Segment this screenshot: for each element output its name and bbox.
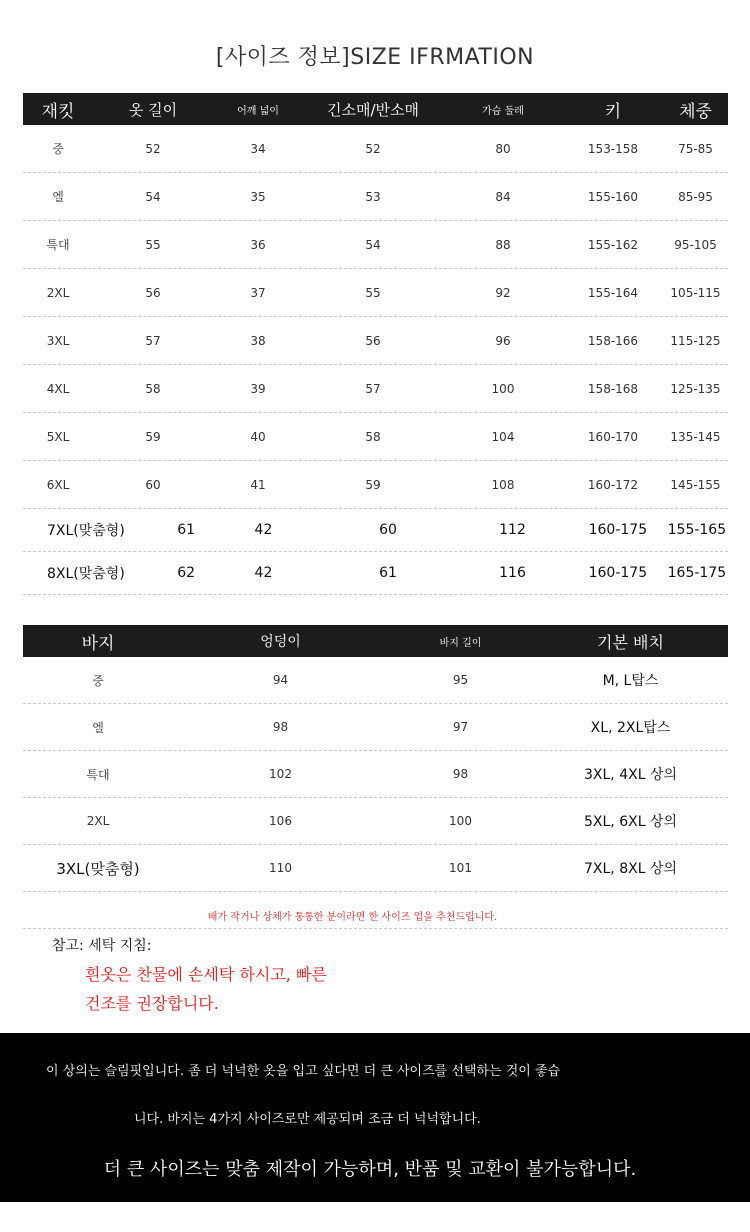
table-cell: 3XL [46,333,70,348]
table-cell: 3XL(맞춤형) [56,859,140,878]
divider [23,928,728,929]
header-length: 옷 길이 [128,100,178,119]
jacket-table-header [23,93,728,125]
table-cell: 4XL [46,381,70,396]
table-cell: 5XL, 6XL 상의 [584,814,677,830]
table-cell: 165-175 [667,565,727,581]
footer-line-2: 니다. 바지는 4가지 사이즈로만 제공되며 조금 더 넉넉합니다. [134,1112,481,1127]
jacket-table-body [23,125,728,595]
table-cell: 7XL, 8XL 상의 [584,861,677,877]
table-row [23,509,728,552]
table-cell: M, L탑스 [602,673,659,689]
table-cell: 57 [145,333,161,348]
header-basic-match: 기본 배치 [597,632,664,652]
table-cell: 55 [145,237,161,252]
header-sleeve: 긴소매/반소매 [327,100,419,119]
table-cell: 145-155 [670,477,721,492]
table-cell: 106 [269,814,292,828]
table-cell: 34 [250,141,266,156]
footer-line-1: 이 상의는 슬림핏입니다. 좀 더 넉넉한 옷을 입고 싶다면 더 큰 사이즈를 선택하는 것이 좋습 [46,1064,561,1079]
table-cell: 160-172 [587,477,639,492]
table-cell: 160-175 [588,565,648,581]
table-row [23,125,728,173]
table-row [23,221,728,269]
table-cell: 57 [365,381,381,396]
table-cell: 158-166 [587,333,639,348]
table-cell: 155-165 [667,522,727,538]
table-cell: 59 [365,477,381,492]
table-cell: 53 [365,189,381,204]
table-row [23,798,728,845]
table-cell: 52 [145,141,161,156]
table-row [23,317,728,365]
table-row [23,413,728,461]
table-cell: 58 [145,381,161,396]
table-cell: 2XL [86,814,110,828]
table-cell: 96 [495,333,511,348]
table-cell: 61 [379,565,397,581]
table-cell: 155-160 [587,189,639,204]
table-cell: 54 [365,237,381,252]
table-cell: 125-135 [670,381,721,396]
pants-size-table [23,625,728,892]
table-cell: 36 [250,237,266,252]
table-cell: 135-145 [670,429,721,444]
footer-notice [0,1033,750,1202]
table-cell: 55 [365,285,381,300]
table-cell: 56 [145,285,161,300]
header-pants: 바지 [81,633,115,654]
table-cell: 110 [269,861,292,875]
table-cell: 115-125 [670,333,721,348]
table-cell: 37 [250,285,266,300]
table-cell: 중 [52,142,64,156]
pants-table-header [23,625,728,657]
care-label: 참고: 세탁 지침: [52,938,152,954]
table-cell: 중 [92,673,104,688]
table-cell: 41 [250,477,266,492]
table-cell: 155-162 [587,237,639,252]
table-cell: 61 [177,522,196,538]
table-cell: 108 [491,477,515,492]
table-cell: 60 [145,477,161,492]
table-row [23,461,728,509]
table-row [23,269,728,317]
table-row [23,657,728,704]
table-cell: 56 [365,333,381,348]
table-cell: 2XL [46,285,70,300]
table-cell: 160-170 [587,429,639,444]
table-cell: 75-85 [678,141,713,156]
table-row [23,552,728,595]
table-cell: 특대 [86,767,110,782]
table-cell: 100 [491,381,515,396]
table-cell: 5XL [46,429,70,444]
table-cell: 60 [379,522,397,538]
table-cell: 엘 [92,720,104,735]
table-cell: 6XL [46,477,70,492]
table-cell: 102 [269,767,292,781]
care-line-1: 흰옷은 찬물에 손세탁 하시고, 빠른 [85,965,327,984]
table-cell: 58 [365,429,381,444]
table-cell: 80 [495,141,511,156]
pants-table-body [23,657,728,892]
header-jacket: 재킷 [41,101,75,122]
care-instructions [85,960,405,1018]
table-cell: 54 [145,189,161,204]
header-shoulder: 어깨 넓이 [237,105,279,117]
table-cell: 98 [272,720,289,734]
header-chest: 가슴 둘레 [482,105,524,117]
table-row [23,704,728,751]
table-cell: 85-95 [678,189,713,204]
table-cell: 40 [250,429,266,444]
table-cell: 95 [452,673,469,687]
header-height: 키 [604,101,622,122]
header-hip: 엉덩이 [260,634,301,650]
table-cell: 158-168 [587,381,639,396]
table-row [23,845,728,892]
page-title: [사이즈 정보]SIZE IFRMATION [215,45,535,70]
table-cell: 엘 [52,190,64,204]
table-cell: 38 [250,333,266,348]
table-cell: 92 [495,285,511,300]
table-row [23,173,728,221]
table-row [23,365,728,413]
table-cell: 98 [452,767,469,781]
table-cell: 100 [449,814,472,828]
table-cell: 59 [145,429,161,444]
table-cell: 88 [495,237,511,252]
footer-line-3: 더 큰 사이즈는 맞춤 제작이 가능하며, 반품 및 교환이 불가능합니다. [103,1159,637,1180]
table-cell: 35 [250,189,266,204]
size-up-note: 배가 작거나 상체가 통통한 분이라면 한 사이즈 업을 추천드립니다. [207,912,498,923]
table-cell: 153-158 [587,141,639,156]
table-cell: 62 [177,565,196,581]
table-row [23,751,728,798]
table-cell: XL, 2XL탑스 [590,720,671,736]
table-cell: 101 [449,861,472,875]
table-cell: 105-115 [670,285,721,300]
table-cell: 52 [365,141,381,156]
table-cell: 160-175 [588,522,648,538]
table-cell: 7XL(맞춤형) [47,523,125,539]
table-cell: 8XL(맞춤형) [47,566,125,582]
table-cell: 42 [254,565,273,581]
table-cell: 3XL, 4XL 상의 [584,767,677,783]
table-cell: 특대 [46,238,70,252]
table-cell: 112 [499,522,526,538]
header-weight: 체중 [679,101,712,122]
table-cell: 84 [495,189,511,204]
table-cell: 116 [499,565,526,581]
table-cell: 42 [254,522,273,538]
jacket-size-table [23,93,728,595]
care-line-2: 건조를 권장합니다. [85,994,219,1013]
header-pants-length: 바지 길이 [439,637,482,649]
table-cell: 94 [272,673,289,687]
table-cell: 104 [491,429,515,444]
table-cell: 95-105 [674,237,717,252]
table-cell: 155-164 [587,285,639,300]
table-cell: 39 [250,381,266,396]
table-cell: 97 [452,720,469,734]
